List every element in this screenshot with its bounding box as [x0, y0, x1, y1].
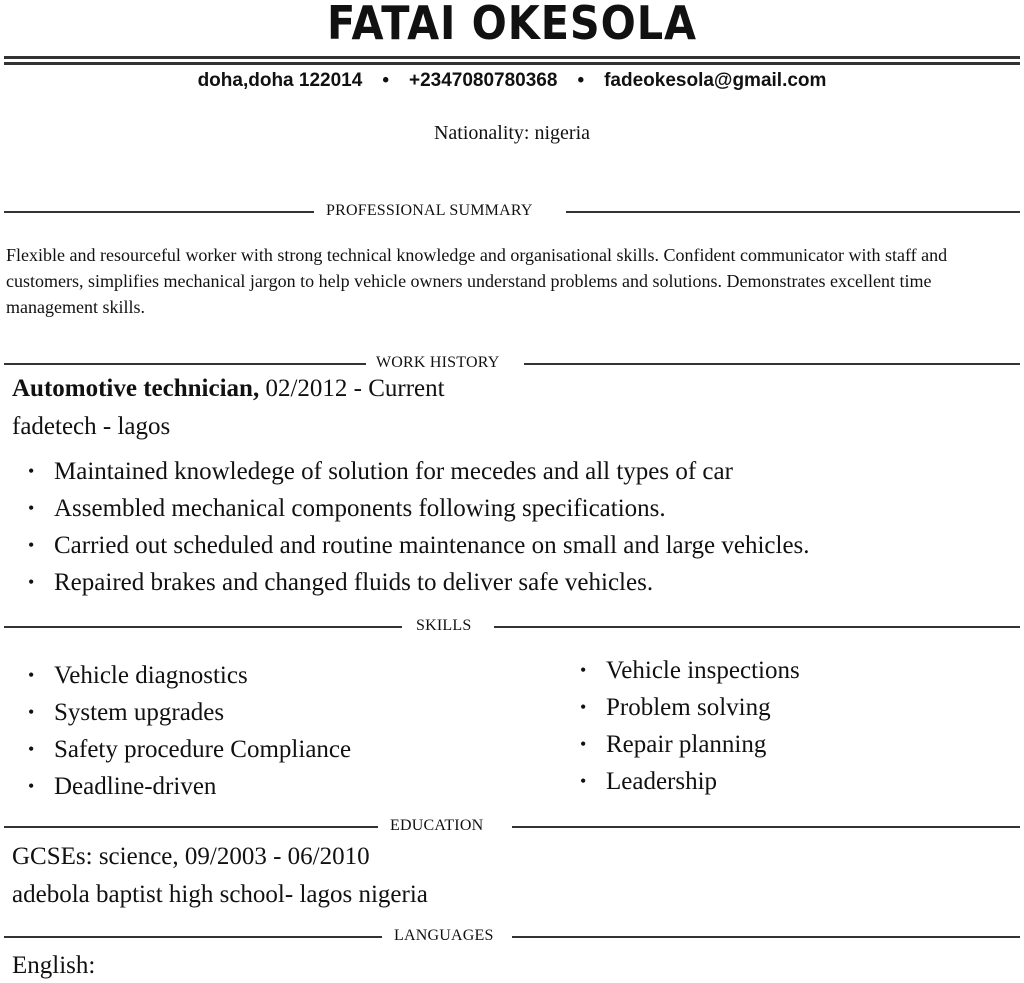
section-heading-languages [4, 925, 1020, 949]
section-heading-work [4, 352, 1020, 376]
list-item: • Vehicle diagnostics [28, 657, 351, 694]
heading-rule [4, 363, 366, 365]
bullet: • [28, 461, 35, 481]
header-rule-bottom [4, 62, 1020, 65]
job-title-line [12, 375, 445, 403]
bullet: • [28, 776, 35, 796]
heading-rule [512, 936, 1020, 938]
resume-name: FATAI OKESOLA [327, 0, 697, 50]
list-item: • Problem solving [580, 689, 800, 726]
job-dates: 02/2012 - Current [259, 375, 445, 402]
work-bullets [28, 453, 810, 601]
section-heading-label: EDUCATION [390, 817, 484, 834]
education-school: adebola baptist high school- lagos nigeria [12, 881, 428, 908]
heading-rule [4, 936, 382, 938]
heading-rule [512, 826, 1020, 828]
list-item: • Maintained knowledege of solution for mecedes and all types of car [28, 453, 810, 490]
heading-rule [4, 211, 314, 213]
heading-rule [4, 626, 402, 628]
bullet: • [28, 498, 35, 518]
skills-left-column [28, 657, 351, 805]
section-heading-summary [4, 200, 1020, 224]
bullet: • [580, 771, 587, 791]
list-item: • Vehicle inspections [580, 652, 800, 689]
bullet: • [28, 665, 35, 685]
list-item: • System upgrades [28, 694, 351, 731]
heading-rule [494, 626, 1020, 628]
section-heading-label: LANGUAGES [394, 927, 494, 944]
language-entry: English: [12, 952, 96, 979]
heading-rule [4, 826, 378, 828]
list-item: • Carried out scheduled and routine maintenance on small and large vehicles. [28, 527, 810, 564]
bullet: • [580, 660, 587, 680]
heading-rule [524, 363, 1020, 365]
bullet: • [28, 535, 35, 555]
nationality: Nationality: nigeria [433, 122, 591, 144]
header-rule-top [4, 56, 1020, 59]
address: doha,doha 122014 [197, 70, 363, 91]
section-heading-skills [4, 615, 1020, 639]
email: fadeokesola@gmail.com [604, 70, 827, 91]
list-item: • Leadership [580, 763, 800, 800]
bullet: • [28, 572, 35, 592]
education-degree: GCSEs: science, 09/2003 - 06/2010 [12, 843, 370, 870]
contact-line [0, 70, 1024, 92]
list-item: • Repair planning [580, 726, 800, 763]
phone: +2347080780368 [408, 70, 558, 91]
separator-bullet: • [382, 70, 389, 91]
list-item: • Assembled mechanical components following specifications. [28, 490, 810, 527]
separator-bullet: • [577, 70, 585, 91]
section-heading-education [4, 815, 1020, 839]
bullet: • [580, 734, 587, 754]
section-heading-label: SKILLS [416, 617, 472, 634]
professional-summary-text: Flexible and resourceful worker with strong technical knowledge and organisational skills. Confident communicator with staff and customers, simplifies mechanical jargon to help vehicle owners understand problems and solutions. Demonstrates excellent time management skills. [6, 245, 948, 317]
bullet: • [580, 697, 587, 717]
list-item: • Deadline-driven [28, 768, 351, 805]
skills-right-column [580, 652, 800, 800]
heading-rule [566, 211, 1020, 213]
section-heading-label: WORK HISTORY [376, 354, 500, 371]
job-title: Automotive technician, [12, 375, 260, 402]
employer: fadetech - lagos [12, 413, 171, 440]
bullet: • [28, 739, 35, 759]
list-item: • Repaired brakes and changed fluids to deliver safe vehicles. [28, 564, 810, 601]
bullet: • [28, 702, 35, 722]
section-heading-label: PROFESSIONAL SUMMARY [326, 202, 533, 219]
list-item: • Safety procedure Compliance [28, 731, 351, 768]
